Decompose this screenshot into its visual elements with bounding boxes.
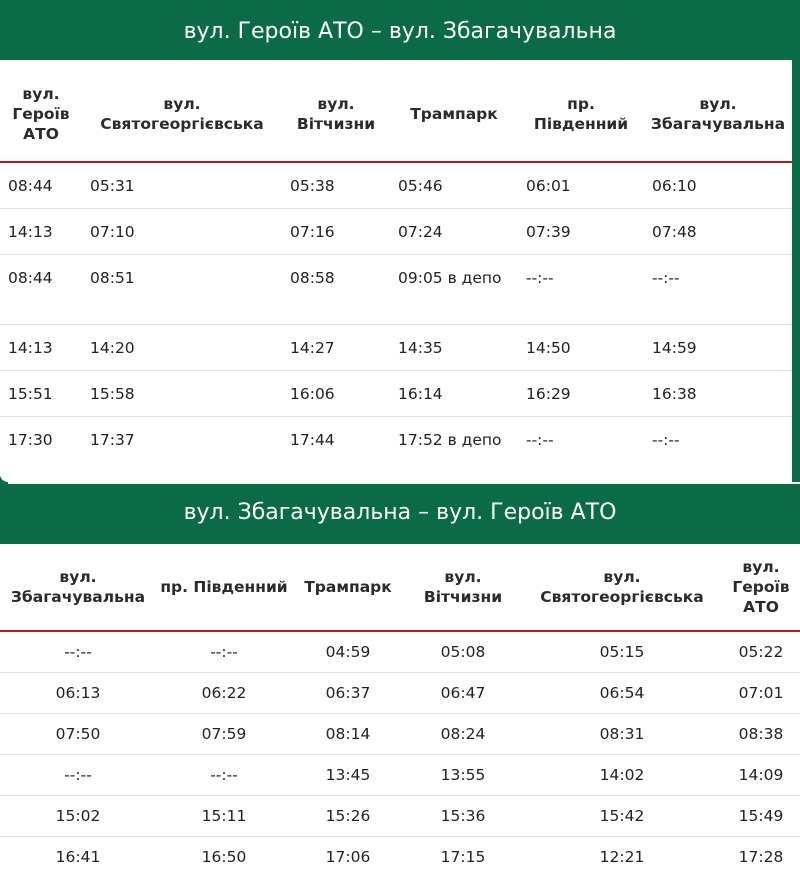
time-cell: --:--	[156, 755, 292, 796]
time-cell: 16:41	[0, 837, 156, 876]
time-cell: 15:11	[156, 796, 292, 837]
time-cell: 08:58	[282, 255, 390, 325]
time-cell: 16:50	[156, 837, 292, 876]
time-cell: 14:02	[522, 755, 722, 796]
time-cell: 08:44	[0, 162, 82, 209]
time-cell: 07:50	[0, 714, 156, 755]
time-cell: 04:59	[292, 631, 404, 673]
table-row	[0, 714, 800, 755]
time-cell: 06:22	[156, 673, 292, 714]
time-cell: 15:36	[404, 796, 522, 837]
table-row	[0, 631, 800, 673]
column-header-pivdennyi: пр. Південний	[156, 544, 292, 631]
time-cell: 14:20	[82, 325, 282, 371]
time-cell: 08:31	[522, 714, 722, 755]
time-cell: 14:13	[0, 209, 82, 255]
time-cell: --:--	[518, 255, 644, 325]
time-cell: 14:27	[282, 325, 390, 371]
time-cell: 05:08	[404, 631, 522, 673]
time-cell: 13:45	[292, 755, 404, 796]
time-cell: 07:10	[82, 209, 282, 255]
time-cell: 08:51	[82, 255, 282, 325]
time-cell: 08:44	[0, 255, 82, 325]
table-row	[0, 162, 792, 209]
time-cell: 05:22	[722, 631, 800, 673]
table-row	[0, 673, 800, 714]
time-cell: 16:29	[518, 371, 644, 417]
column-header-heroiv-ato: вул. Героїв АТО	[0, 66, 82, 162]
table-row	[0, 371, 792, 417]
column-header-trampark: Трампарк	[390, 66, 518, 162]
time-cell: 17:37	[90, 431, 135, 449]
time-cell: 13:55	[404, 755, 522, 796]
time-cell: 16:38	[644, 371, 792, 417]
time-cell: 08:14	[292, 714, 404, 755]
time-cell: 17:44	[290, 431, 335, 449]
column-header-sviatoheorhiivska: вул. Святогеоргієвська	[82, 66, 282, 162]
time-cell: 05:15	[522, 631, 722, 673]
time-cell: 17:15	[404, 837, 522, 876]
schedule-table-return	[0, 544, 800, 876]
time-cell: 14:09	[722, 755, 800, 796]
time-cell: 07:24	[390, 209, 518, 255]
page-edge-accent	[792, 0, 800, 482]
time-cell: 05:31	[82, 162, 282, 209]
time-cell: 17:52 в депо	[398, 431, 502, 449]
time-cell: --:--	[0, 755, 156, 796]
time-cell: 06:01	[518, 162, 644, 209]
table-row	[0, 755, 800, 796]
time-cell: 14:50	[518, 325, 644, 371]
time-cell: 08:38	[722, 714, 800, 755]
time-cell: 15:51	[0, 371, 82, 417]
time-cell: 06:37	[292, 673, 404, 714]
table-header-row	[0, 66, 792, 162]
column-header-heroiv-ato: вул. Героїв АТО	[722, 544, 800, 631]
column-header-pivdennyi: пр. Південний	[518, 66, 644, 162]
time-cell: 14:59	[644, 325, 792, 371]
table-header-row	[0, 544, 800, 631]
time-cell: 06:10	[644, 162, 792, 209]
table-row	[0, 837, 800, 876]
time-cell: 17:28	[722, 837, 800, 876]
time-cell: 07:01	[722, 673, 800, 714]
time-cell: 07:16	[282, 209, 390, 255]
time-cell: 15:26	[292, 796, 404, 837]
table-row	[0, 417, 792, 487]
column-header-vitchyzny: вул. Вітчизни	[282, 66, 390, 162]
column-header-zbahachuvalna: вул. Збагачувальна	[0, 544, 156, 631]
column-header-sviatoheorhiivska: вул. Святогеоргієвська	[522, 544, 722, 631]
time-cell: 16:06	[282, 371, 390, 417]
time-cell: --:--	[526, 431, 554, 449]
table-row	[0, 209, 792, 255]
time-cell: 14:35	[390, 325, 518, 371]
time-cell: --:--	[0, 631, 156, 673]
time-cell: --:--	[644, 255, 792, 325]
table-row	[0, 325, 792, 371]
time-cell: 08:24	[404, 714, 522, 755]
time-cell: 14:13	[0, 325, 82, 371]
time-cell: 17:06	[292, 837, 404, 876]
time-cell: 07:39	[518, 209, 644, 255]
column-header-vitchyzny: вул. Вітчизни	[404, 544, 522, 631]
time-cell: 15:42	[522, 796, 722, 837]
time-cell: 06:54	[522, 673, 722, 714]
column-header-zbahachuvalna: вул. Збагачувальна	[644, 66, 792, 162]
time-cell: 12:21	[522, 837, 722, 876]
schedule-table-outbound	[0, 66, 792, 487]
time-cell: 07:48	[644, 209, 792, 255]
column-header-trampark: Трампарк	[292, 544, 404, 631]
time-cell: --:--	[652, 431, 680, 449]
time-cell: 06:13	[0, 673, 156, 714]
time-cell: 06:47	[404, 673, 522, 714]
time-cell: 07:59	[156, 714, 292, 755]
time-cell: 09:05 в депо	[390, 255, 518, 325]
time-cell: 05:38	[282, 162, 390, 209]
table-row	[0, 796, 800, 837]
time-cell: --:--	[156, 631, 292, 673]
time-cell: 15:58	[82, 371, 282, 417]
time-cell: 16:14	[390, 371, 518, 417]
section-title-outbound: вул. Героїв АТО – вул. Збагачувальна	[0, 0, 800, 66]
section-title-return: вул. Збагачувальна – вул. Героїв АТО	[0, 484, 800, 544]
time-cell: 17:30	[8, 431, 53, 449]
time-cell: 05:46	[390, 162, 518, 209]
time-cell: 15:02	[0, 796, 156, 837]
table-row	[0, 255, 792, 325]
time-cell: 15:49	[722, 796, 800, 837]
